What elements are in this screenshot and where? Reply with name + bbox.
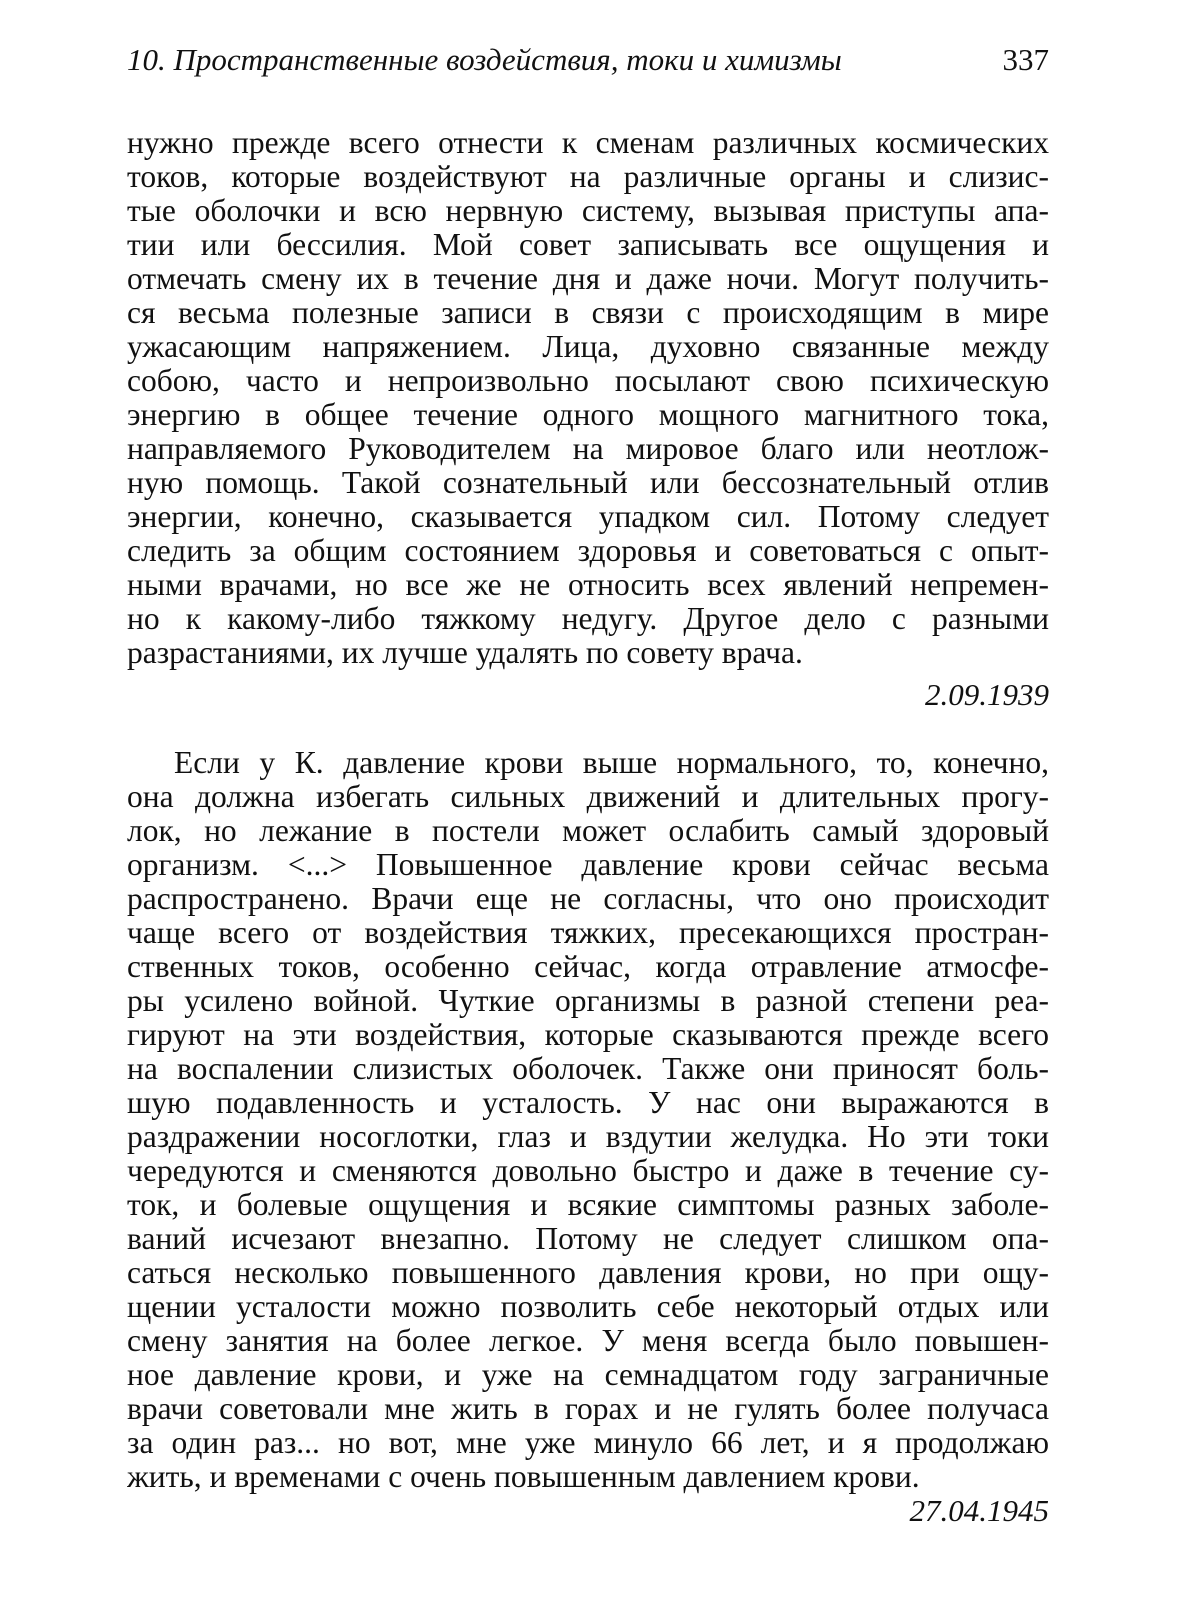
text-line: ваний исчезают внезапно. Потому не следует слишком опа- [127,1222,1049,1256]
page-number: 337 [1002,42,1049,77]
entry-date: 2.09.1939 [925,677,1049,712]
letter-entry-2 [127,746,1049,1528]
text-line: лок, но лежание в постели может ослабить самый здоровый [127,814,1049,848]
running-title: 10. Пространственные воздействия, токи и химизмы [127,42,842,77]
text-line: ры усилено войной. Чуткие организмы в разной степени реа- [127,984,1049,1018]
text-line: смену занятия на более легкое. У меня всегда было повышен- [127,1324,1049,1358]
running-head [127,38,1049,82]
letter-entry-1 [127,126,1049,712]
text-line: Если у К. давление крови выше нормального, то, конечно, [174,746,1049,780]
text-line: врачи советовали мне жить в горах и не гулять более получаса [127,1392,1049,1426]
text-line: ток, и болевые ощущения и всякие симптомы разных заболе- [127,1188,1049,1222]
text-line: ся весьма полезные записи в связи с происходящим в мире [127,296,1049,330]
text-line: шую подавленность и усталость. У нас они выражаются в [127,1086,1049,1120]
text-line: гируют на эти воздействия, которые сказываются прежде всего [127,1018,1049,1052]
text-line: чаще всего от воздействия тяжких, пресекающихся простран- [127,916,1049,950]
text-line: собою, часто и непроизвольно посылают свою психическую [127,364,1049,398]
text-line: направляемого Руководителем на мировое благо или неотлож- [127,432,1049,466]
text-line: она должна избегать сильных движений и длительных прогу- [127,780,1049,814]
text-line: ными врачами, но все же не относить всех явлений непремен- [127,568,1049,602]
text-line: ственных токов, особенно сейчас, когда отравление атмосфе- [127,950,1049,984]
text-line: раздражении носоглотки, глаз и вздутии желудка. Но эти токи [127,1120,1049,1154]
text-line: разрастаниями, их лучше удалять по совету врача. [127,636,803,670]
body-text [127,126,1049,1528]
text-line: энергии, конечно, сказывается упадком сил. Потому следует [127,500,1049,534]
text-line: отмечать смену их в течение дня и даже ночи. Могут получить- [127,262,1049,296]
text-line: токов, которые воздействуют на различные органы и слизис- [127,160,1049,194]
text-line: чередуются и сменяются довольно быстро и даже в течение су- [127,1154,1049,1188]
text-line: энергию в общее течение одного мощного магнитного тока, [127,398,1049,432]
text-line: ное давление крови, и уже на семнадцатом году заграничные [127,1358,1049,1392]
entry-date: 27.04.1945 [909,1493,1049,1528]
text-line: но к какому-либо тяжкому недугу. Другое дело с разными [127,602,1049,636]
text-line: следить за общим состоянием здоровья и советоваться с опыт- [127,534,1049,568]
text-line: саться несколько повышенного давления крови, но при ощу- [127,1256,1049,1290]
text-line: на воспалении слизистых оболочек. Также они приносят боль- [127,1052,1049,1086]
entry-separator [127,712,1049,746]
text-line: щении усталости можно позволить себе некоторый отдых или [127,1290,1049,1324]
text-line: за один раз... но вот, мне уже минуло 66 лет, и я продолжаю [127,1426,1049,1460]
text-line: тые оболочки и всю нервную систему, вызывая приступы апа- [127,194,1049,228]
text-line: распространено. Врачи еще не согласны, что оно происходит [127,882,1049,916]
text-line: тии или бессилия. Мой совет записывать все ощущения и [127,228,1049,262]
text-line: организм. <...> Повышенное давление крови сейчас весьма [127,848,1049,882]
text-line: жить, и временами с очень повышенным давлением крови. [127,1460,920,1494]
text-line: нужно прежде всего отнести к сменам различных космических [127,126,1049,160]
text-line: ную помощь. Такой сознательный или бессознательный отлив [127,466,1049,500]
text-line: ужасающим напряжением. Лица, духовно связанные между [127,330,1049,364]
